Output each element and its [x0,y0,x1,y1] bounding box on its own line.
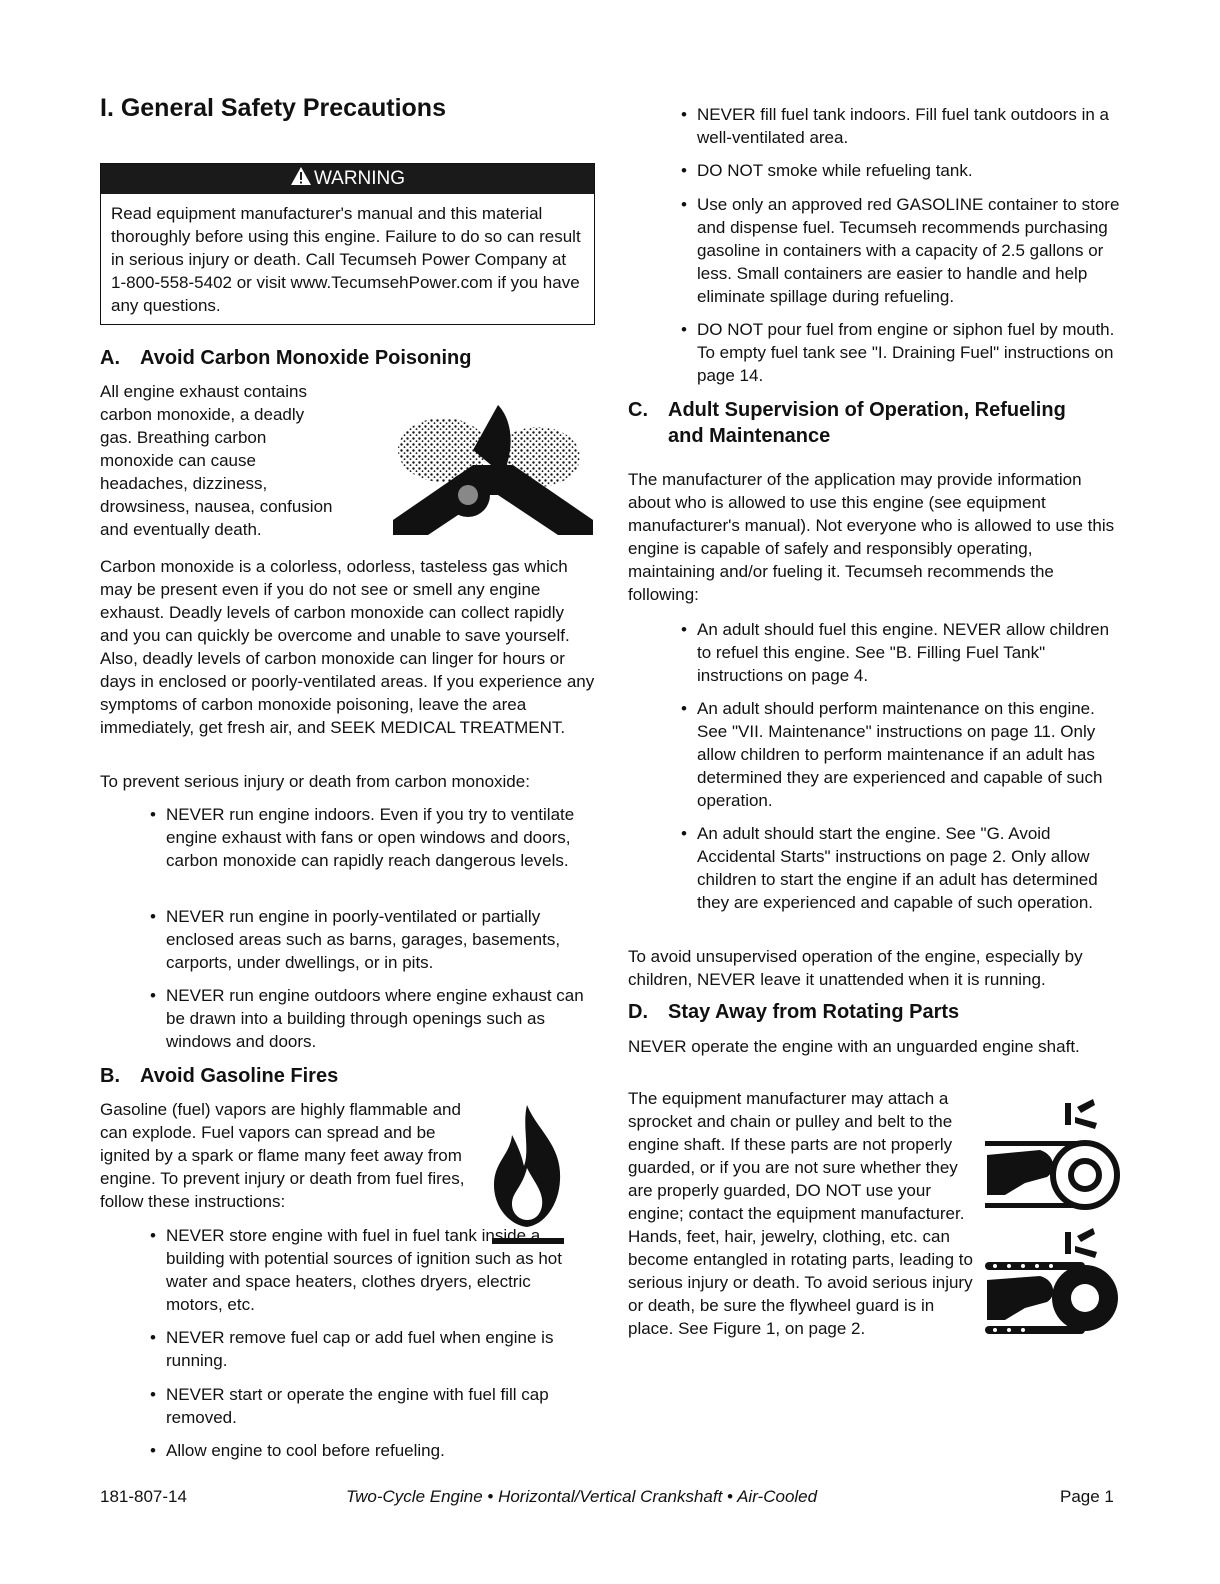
list-item: • NEVER fill fuel tank indoors. Fill fuel tank outdoors in a well-ventilated area. [681,105,1109,147]
sprocket-chain-hazard-icon [985,1228,1120,1358]
page-title: I. General Safety Precautions [100,94,446,122]
list-item: • DO NOT smoke while refueling tank. [681,161,973,180]
list-item: • NEVER run engine in poorly-ventilated or partially enclosed areas such as barns, garages, basements, carports, under dwellings, or in pits. [150,907,561,972]
footer-description: Two-Cycle Engine • Horizontal/Vertical Crankshaft • Air-Cooled [346,1487,818,1506]
list-item: • An adult should start the engine. See "G. Avoid Accidental Starts" instructions on page 2. Only allow children to start the engine if an adult has determined they are experienced and capable of such operation. [681,824,1098,912]
section-c-intro: The manufacturer of the application may provide information about who is allowed to use this engine (see equipment manufacturer's manual). Not everyone who is allowed to use this engine is capable of safely and responsibly operating, maintaining and/or fueling it. Tecumseh recommends the following: [628,470,1115,604]
list-item: • An adult should fuel this engine. NEVER allow children to refuel this engine. See "B. Filling Fuel Tank" instructions on page 4. [681,620,1110,685]
section-c-heading-line2: and Maintenance [668,425,831,447]
warning-triangle-icon [290,166,312,196]
section-d-heading: D. Stay Away from Rotating Parts [628,1001,960,1023]
warning-box [100,163,595,325]
list-item: • DO NOT pour fuel from engine or siphon fuel by mouth. To empty fuel tank see "I. Draining Fuel" instructions on page 14. [681,320,1115,385]
section-a-heading: A. Avoid Carbon Monoxide Poisoning [100,347,472,369]
section-a-intro: All engine exhaust contains carbon monoxide, a deadly gas. Breathing carbon monoxide can cause headaches, dizziness, drowsiness, nausea, confusion and eventually death. [100,382,333,539]
list-item: • NEVER store engine with fuel in fuel tank inside a building with potential sources of ignition such as hot water and space heaters, clothes dryers, electric motors, etc. [150,1226,562,1314]
warning-header [101,164,594,194]
footer-doc-number: 181-807-14 [100,1487,187,1506]
list-item: • Allow engine to cool before refueling. [150,1441,445,1460]
list-item: • NEVER remove fuel cap or add fuel when engine is running. [150,1328,554,1370]
section-c-closing: To avoid unsupervised operation of the engine, especially by children, NEVER leave it unattended when it is running. [628,947,1083,989]
section-d-paragraph-2: The equipment manufacturer may attach a sprocket and chain or pulley and belt to the engine shaft. If these parts are not properly guarded, or if you are not sure whether they are properly guarded, DO NOT use your engine; contact the equipment manufacturer. Hands, feet, hair, jewelry, clothing, etc. can become entangled in rotating parts, leading to serious injury or death. To avoid serious injury or death, be sure the flywheel guard is in place. See Figure 1, on page 2. [628,1089,973,1338]
pulley-belt-hazard-icon [985,1095,1120,1225]
list-item: • Use only an approved red GASOLINE container to store and dispense fuel. Tecumseh recommends purchasing gasoline in containers with a capacity of 2.5 gallons or less. Small containers are easier to handle and help eliminate spillage during refueling. [681,195,1120,306]
warning-label: WARNING [313,168,406,189]
footer-page-number: Page 1 [1060,1487,1114,1506]
carbon-monoxide-hazard-icon [388,395,598,545]
section-d-paragraph-1: NEVER operate the engine with an unguarded engine shaft. [628,1037,1080,1056]
warning-text: Read equipment manufacturer's manual and this material thoroughly before using this engine. Failure to do so can result in serious injury or death. Call Tecumseh Power Company at 1-800-558-5402 or visit www.TecumsehPower.com if you have any questions. [111,204,581,315]
list-item: • NEVER run engine indoors. Even if you try to ventilate engine exhaust with fans or open windows and doors, carbon monoxide can rapidly reach dangerous levels. [150,805,575,870]
list-item: • NEVER run engine outdoors where engine exhaust can be drawn into a building through openings such as windows and doors. [150,986,584,1051]
list-item: • An adult should perform maintenance on this engine. See "VII. Maintenance" instructions on page 11. Only allow children to perform maintenance if an adult has determined they are experienced and capable of such operation. [681,699,1103,810]
section-a-paragraph: Carbon monoxide is a colorless, odorless, tasteless gas which may be present even if you do not see or smell any engine exhaust. Deadly levels of carbon monoxide can collect rapidly and you can quickly be overcome and unable to save yourself. Also, deadly levels of carbon monoxide can linger for hours or days in enclosed or poorly-ventilated areas. If you experience any symptoms of carbon monoxide poisoning, leave the area immediately, get fresh air, and SEEK MEDICAL TREATMENT. [100,557,595,737]
section-b-heading: B. Avoid Gasoline Fires [100,1065,339,1087]
section-a-lead: To prevent serious injury or death from carbon monoxide: [100,772,530,791]
list-item: • NEVER start or operate the engine with fuel fill cap removed. [150,1385,549,1427]
section-c-heading: C. Adult Supervision of Operation, Refueling [628,399,1066,421]
section-b-intro: Gasoline (fuel) vapors are highly flammable and can explode. Fuel vapors can spread and be ignited by a spark or flame many feet away from engine. To prevent injury or death from fuel fires, follow these instructions: [100,1100,465,1211]
